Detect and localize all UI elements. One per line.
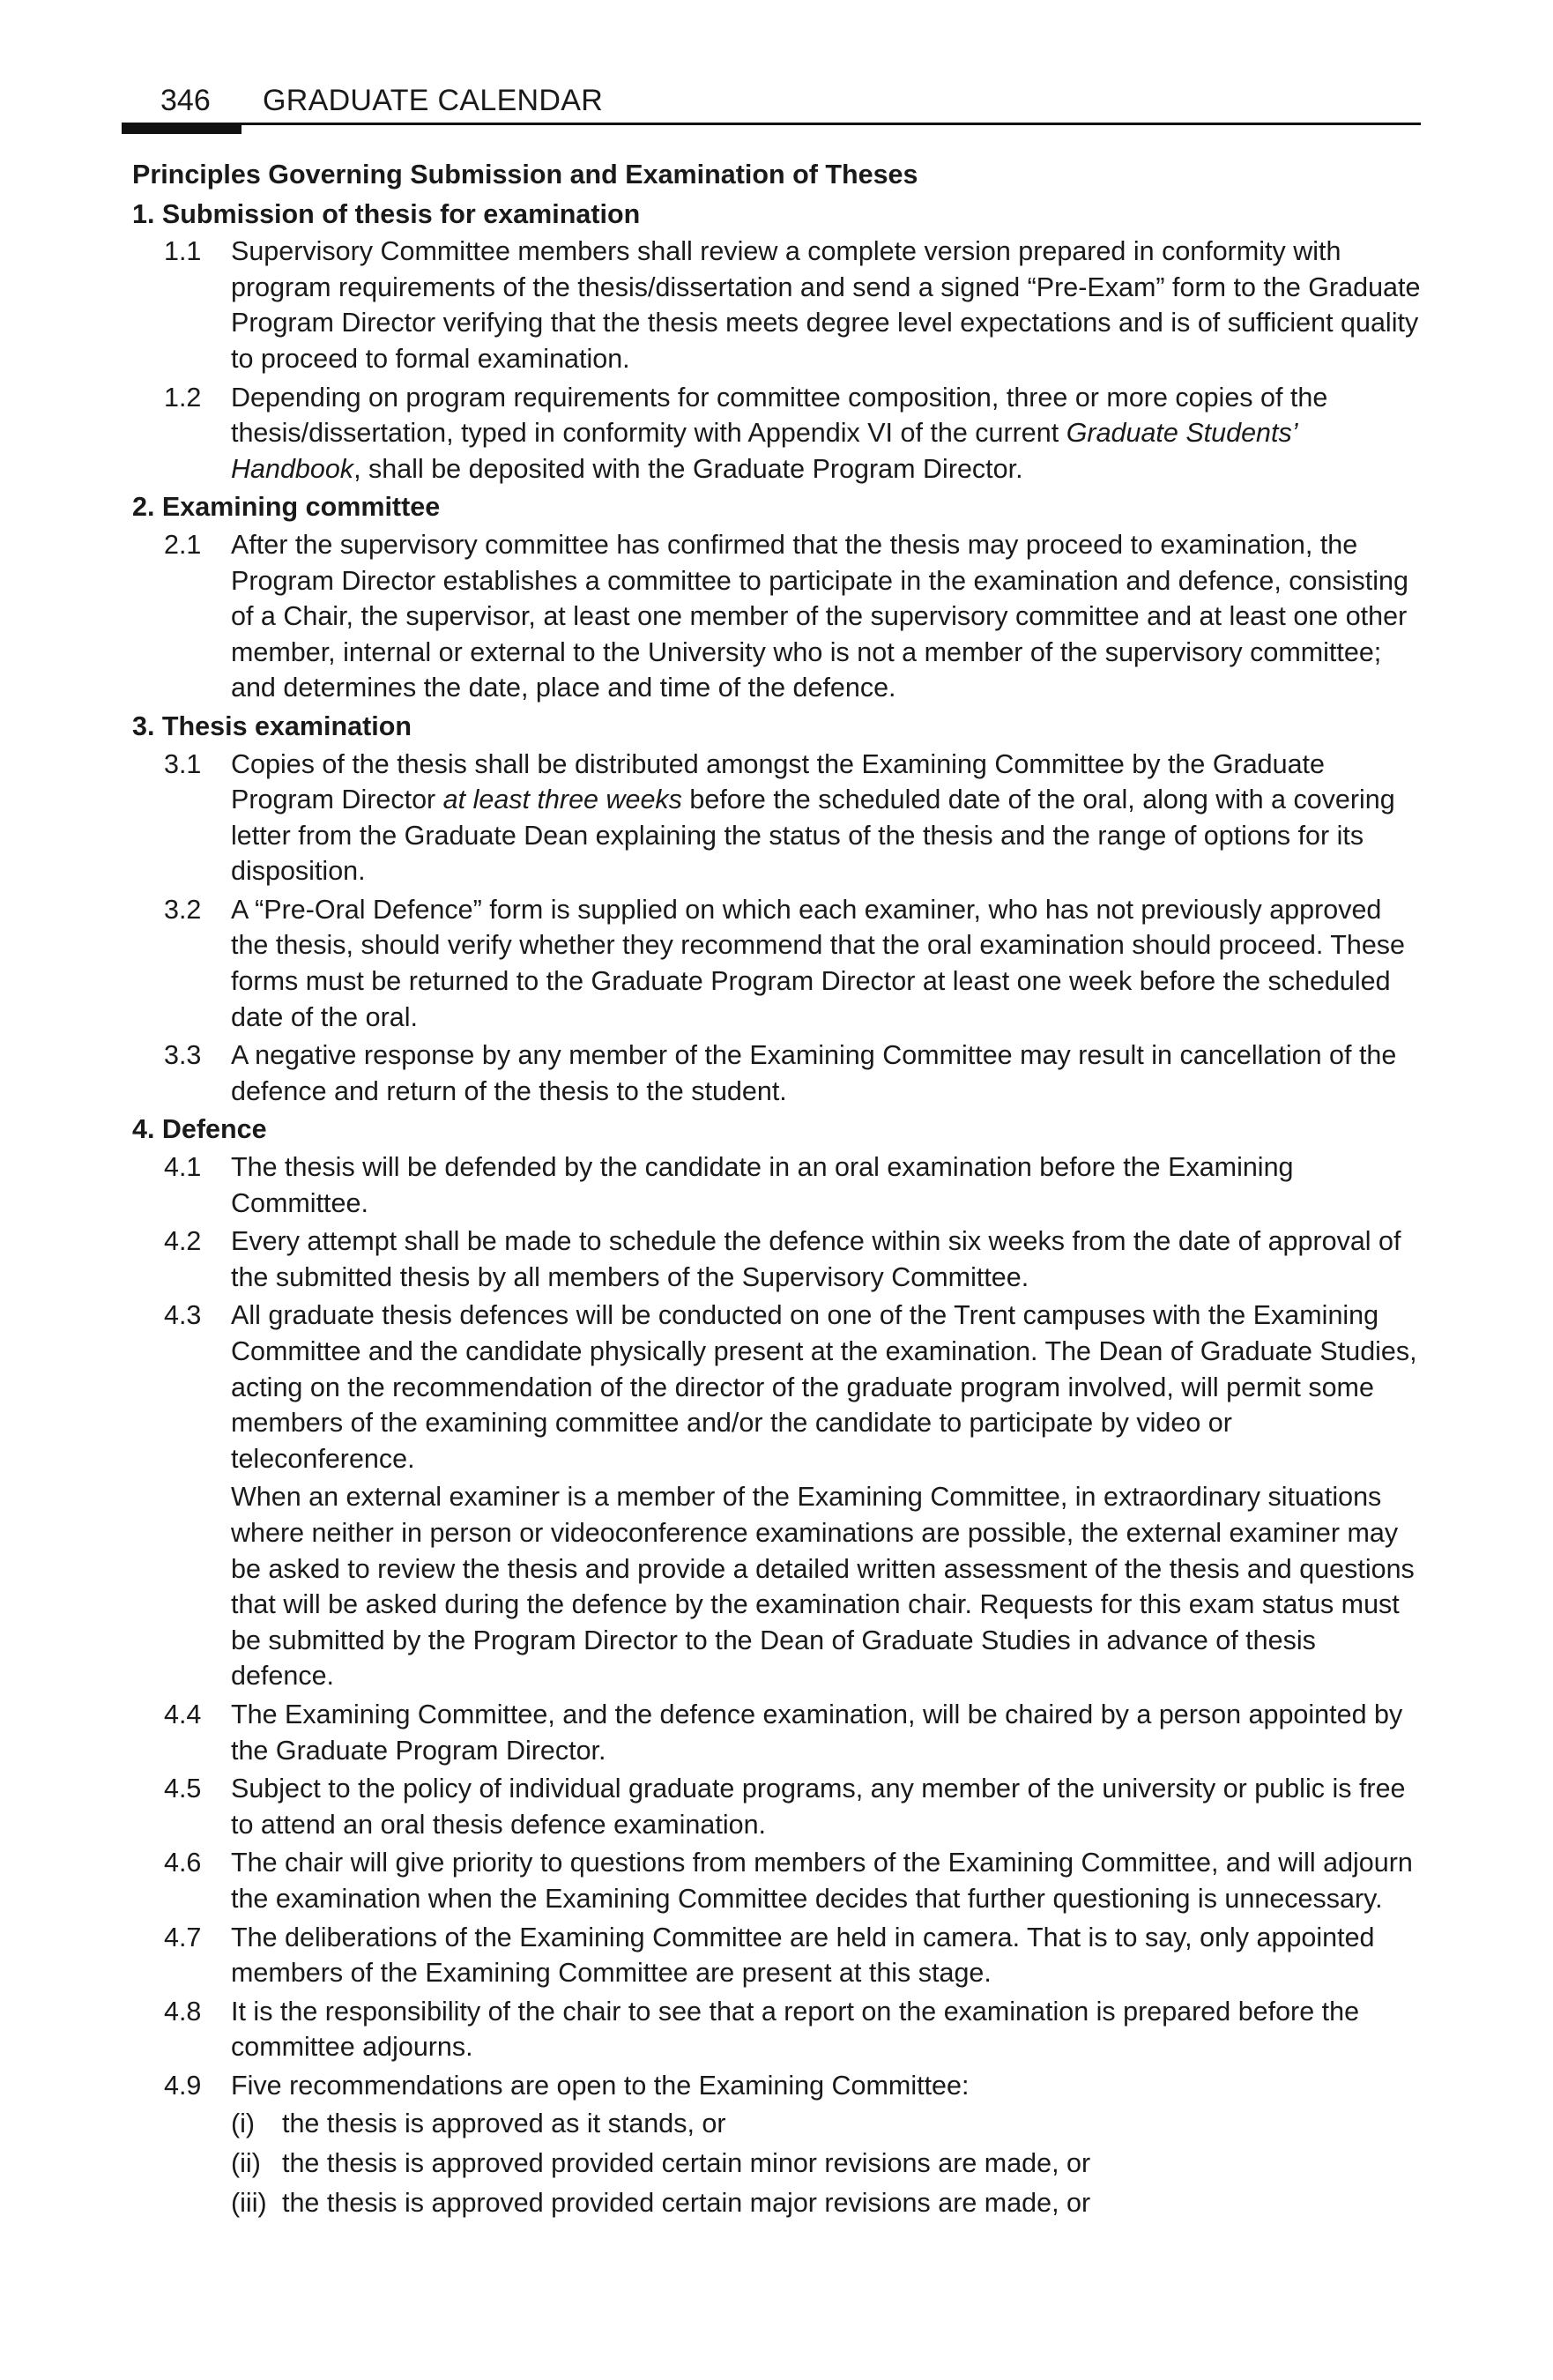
list-item <box>132 234 1421 376</box>
item-number: 4.5 <box>164 1774 202 1804</box>
item-number: 4.4 <box>164 1699 202 1729</box>
page-number: 346 <box>160 84 211 117</box>
list-item <box>132 892 1421 1035</box>
item-text-italic: Graduate Students’ Handbook <box>231 418 1297 484</box>
recommendation-number: (iii) <box>231 2187 267 2218</box>
list-item <box>132 747 1421 889</box>
item-text: , shall be deposited with the Graduate Program Director. <box>353 453 1023 484</box>
item-number: 4.9 <box>164 2070 202 2101</box>
item-number: 3.1 <box>164 748 202 779</box>
item-text: Copies of the thesis shall be distributed amongst the Examining Committee by the Graduate Program Director <box>231 748 1325 815</box>
document-title: Principles Governing Submission and Examination of Theses <box>132 160 918 190</box>
item-number: 4.7 <box>164 1922 202 1952</box>
list-item <box>132 1994 1421 2065</box>
list-item <box>132 1697 1421 1768</box>
section-heading: 1. Submission of thesis for examination <box>132 198 641 229</box>
recommendation-number: (ii) <box>231 2148 261 2179</box>
item-text: The deliberations of the Examining Committee are held in camera. That is to say, only appointed members of the Examining Committee are present at this stage. <box>231 1922 1375 1989</box>
item-text: The Examining Committee, and the defence examination, will be chaired by a person appointed by the Graduate Program Director. <box>231 1699 1403 1766</box>
item-number: 2.1 <box>164 529 202 560</box>
section-heading: 4. Defence <box>132 1114 267 1145</box>
header-rule <box>122 123 1421 125</box>
item-text: After the supervisory committee has confirmed that the thesis may proceed to examination, the Program Director establishes a committee to participate in the examination and defence, consisting of a Chair, the supervisor, at least one member of the supervisory committee and at least one other member, internal or external to the University who is not a member of the supervisory committee; and determines the date, place and time of the defence. <box>231 529 1408 703</box>
recommendation-number: (i) <box>231 2109 256 2139</box>
item-text: It is the responsibility of the chair to see that a report on the examination is prepared before the committee adjourns. <box>231 1996 1360 2063</box>
item-number: 4.3 <box>164 1300 202 1331</box>
item-continuation-paragraph: When an external examiner is a member of the Examining Committee, in extraordinary situations where neither in person or videoconference examinations are possible, the external examiner may be asked to review the thesis and provide a detailed written assessment of the thesis and questions that will be asked during the defence by the examination chair. Requests for this exam status must be submitted by the Program Director to the Dean of Graduate Studies in advance of thesis defence. <box>231 1482 1415 1692</box>
item-text: The chair will give priority to questions from members of the Examining Committee, and will adjourn the examination when the Examining Committee decides that further questioning is unnecessary. <box>231 1848 1413 1914</box>
item-text: Supervisory Committee members shall review a complete version prepared in conformity with program requirements of the thesis/dissertation and send a signed “Pre-Exam” form to the Graduate Program Director verifying that the thesis meets degree level expectations and is of sufficient quality to proceed to formal examination. <box>231 236 1421 374</box>
item-number: 1.1 <box>164 236 202 267</box>
page-header <box>122 81 1421 122</box>
list-item <box>132 1149 1421 1221</box>
recommendation-text: the thesis is approved provided certain minor revisions are made, or <box>282 2148 1091 2179</box>
running-title: GRADUATE CALENDAR <box>263 84 604 117</box>
item-text: before the scheduled date of the oral, along with a covering letter from the Graduate Dean explaining the status of the thesis and the range of options for its disposition. <box>231 785 1395 887</box>
list-item <box>132 2068 1421 2104</box>
list-item <box>132 1223 1421 1295</box>
section-heading: 2. Examining committee <box>132 492 441 523</box>
item-number: 1.2 <box>164 382 202 413</box>
list-item <box>132 1298 1421 1476</box>
item-number: 3.2 <box>164 894 202 925</box>
item-text: A “Pre-Oral Defence” form is supplied on which each examiner, who has not previously approved the thesis, should verify whether they recommend that the oral examination should proceed. These forms must be returned to the Graduate Program Director at least one week before the scheduled date of the oral. <box>231 894 1406 1032</box>
item-text: Subject to the policy of individual graduate programs, any member of the university or public is free to attend an oral thesis defence examination. <box>231 1774 1406 1840</box>
recommendation-text: the thesis is approved provided certain major revisions are made, or <box>282 2187 1091 2218</box>
item-number: 4.6 <box>164 1848 202 1878</box>
list-item <box>132 380 1421 487</box>
item-text: Every attempt shall be made to schedule the defence within six weeks from the date of approval of the submitted thesis by all members of the Supervisory Committee. <box>231 1226 1401 1292</box>
item-number: 4.1 <box>164 1152 202 1183</box>
recommendation-item <box>231 2106 1421 2142</box>
recommendation-text: the thesis is approved as it stands, or <box>282 2109 726 2139</box>
list-item <box>132 1920 1421 1991</box>
recommendation-item <box>231 2185 1421 2221</box>
list-item <box>132 1771 1421 1842</box>
item-text: Depending on program requirements for committee composition, three or more copies of the thesis/dissertation, typed in conformity with Appendix VI of the current <box>231 382 1328 449</box>
list-item <box>132 1038 1421 1109</box>
header-tab-bar <box>122 123 241 134</box>
recommendations-list <box>132 2106 1421 2220</box>
recommendation-item <box>231 2146 1421 2182</box>
item-text-italic: at least three weeks <box>442 785 682 815</box>
item-text: A negative response by any member of the Examining Committee may result in cancellation of the defence and return of the thesis to the student. <box>231 1040 1397 1106</box>
document-body <box>132 157 1421 2224</box>
item-text: Five recommendations are open to the Examining Committee: <box>231 2070 970 2101</box>
list-item <box>132 527 1421 706</box>
item-number: 3.3 <box>164 1040 202 1071</box>
item-text: The thesis will be defended by the candidate in an oral examination before the Examining Committee. <box>231 1152 1294 1218</box>
section-heading: 3. Thesis examination <box>132 710 412 741</box>
item-number: 4.2 <box>164 1226 202 1257</box>
item-text: All graduate thesis defences will be conducted on one of the Trent campuses with the Examining Committee and the candidate physically present at the examination. The Dean of Graduate Studies, acting on the recommendation of the director of the graduate program involved, will permit some members of the examining committee and/or the candidate to participate by video or teleconference. <box>231 1300 1417 1474</box>
item-number: 4.8 <box>164 1996 202 2027</box>
list-item <box>132 1845 1421 1916</box>
